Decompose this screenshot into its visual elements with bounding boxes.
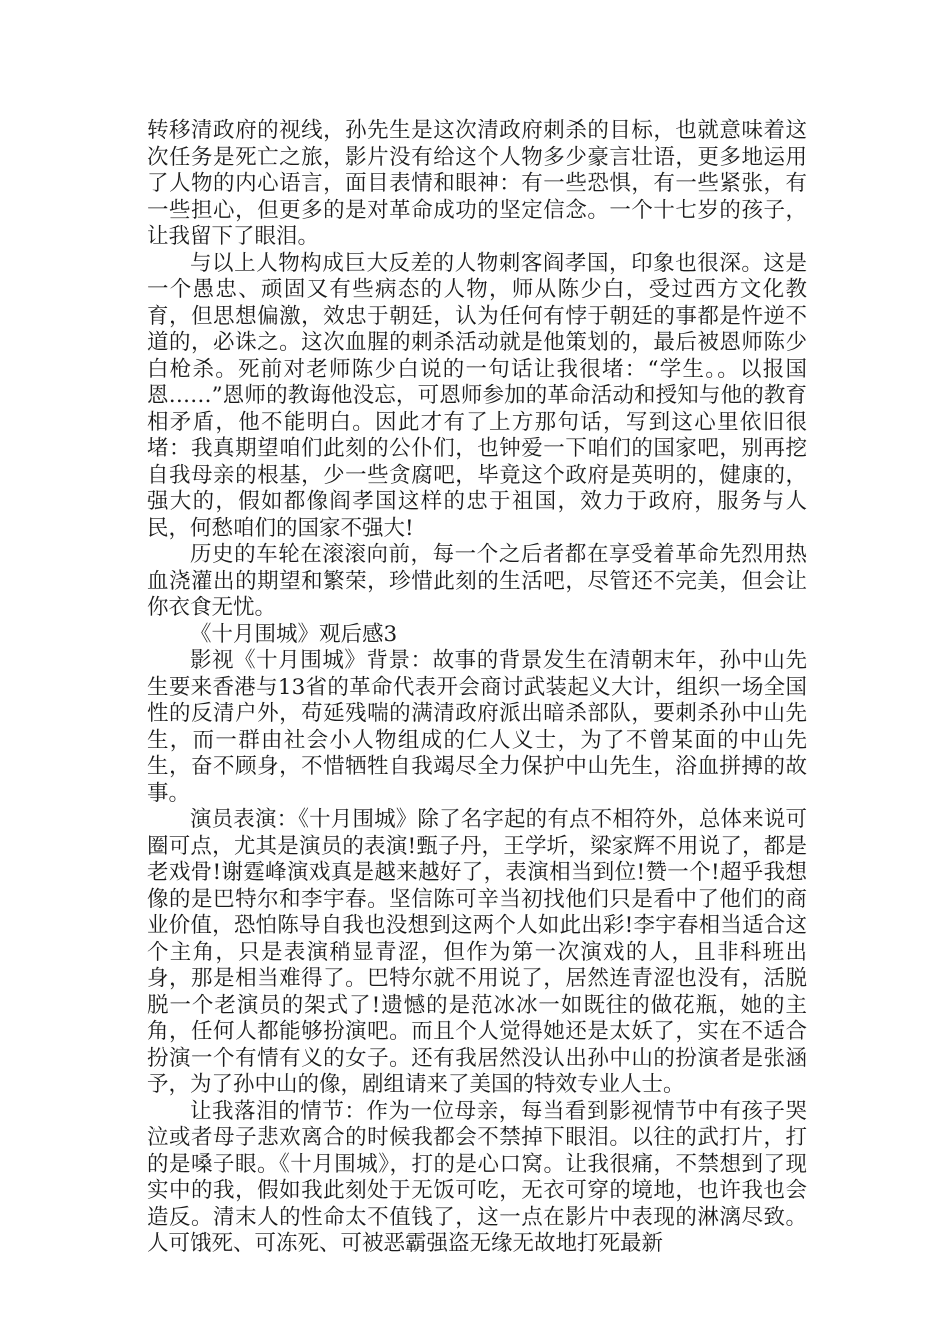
paragraph-tearful-plot: 让我落泪的情节：作为一位母亲，每当看到影视情节中有孩子哭泣或者母子悲欢离合的时候我都会不禁掉下眼泪。以往的武打片，打的是嗓子眼。《十月围城》，打的是心口窝。让我很痛，不禁想到了现实中的我，假如我此刻处于无饭可吃，无衣可穿的境地，也许我也会造反。清末人的性命太不值钱了，这一点在影片中表现的淋漓尽致。人可饿死、可冻死、可被恶霸强盗无缘无故地打死最新 [147, 1098, 807, 1256]
paragraph-assassin-yan: 与以上人物构成巨大反差的人物刺客阎孝国，印象也很深。这是一个愚忠、顽固又有些病态的人物，师从陈少白，受过西方文化教育，但思想偏激，效忠于朝廷，认为任何有悖于朝廷的事都是忤逆不道的，必诛之。这次血腥的刺杀活动就是他策划的，最后被恩师陈少白枪杀。死前对老师陈少白说的一句话让我很堵：“学生。。以报国恩……”恩师的教诲他没忘，可恩师参加的革命活动和授知与他的教育相矛盾，他不能明白。因此才有了上方那句话，写到这心里依旧很堵：我真期望咱们此刻的公仆们，也钟爱一下咱们的国家吧，别再挖自我母亲的根基，少一些贪腐吧，毕竟这个政府是英明的，健康的，强大的，假如都像阎孝国这样的忠于祖国，效力于政府，服务与人民，何愁咱们的国家不强大! [147, 250, 807, 541]
document-body [147, 118, 807, 1258]
section-title: 《十月围城》观后感3 [190, 621, 398, 647]
paragraph-film-background: 影视《十月围城》背景：故事的背景发生在清朝末年，孙中山先生要来香港与13省的革命代表开会商讨武装起义大计，组织一场全国性的反清户外，苟延残喘的满清政府派出暗杀部队，要刺杀孙中山先生，而一群由社会小人物组成的仁人义士，为了不曾某面的中山先生，奋不顾身，不惜牺牲自我竭尽全力保护中山先生，浴血拼搏的故事。 [147, 648, 807, 806]
paragraph-history-wheel: 历史的车轮在滚滚向前，每一个之后者都在享受着革命先烈用热血浇灌出的期望和繁荣，珍惜此刻的生活吧，尽管还不完美，但会让你衣食无忧。 [147, 542, 807, 620]
paragraph-continued: 转移清政府的视线，孙先生是这次清政府刺杀的目标，也就意味着这次任务是死亡之旅，影片没有给这个人物多少豪言壮语，更多地运用了人物的内心语言，面目表情和眼神：有一些恐惧，有一些紧张，有一些担心，但更多的是对革命成功的坚定信念。一个十七岁的孩子，让我留下了眼泪。 [147, 118, 807, 249]
paragraph-actor-performance: 演员表演：《十月围城》除了名字起的有点不相符外，总体来说可圈可点，尤其是演员的表演!甄子丹，王学圻，梁家辉不用说了，都是老戏骨!谢霆峰演戏真是越来越好了，表演相当到位!赞一个!超乎我想像的是巴特尔和李宇春。坚信陈可辛当初找他们只是看中了他们的商业价值，恐怕陈导自我也没想到这两个人如此出彩!李宇春相当适合这个主角，只是表演稍显青涩，但作为第一次演戏的人，且非科班出身，那是相当难得了。巴特尔就不用说了，居然连青涩也没有，活脱脱一个老演员的架式了!遗憾的是范冰冰一如既往的做花瓶，她的主角，任何人都能够扮演吧。而且个人觉得她还是太妖了，实在不适合扮演一个有情有义的女子。还有我居然没认出孙中山的扮演者是张涵予，为了孙中山的像，剧组请来了美国的特效专业人士。 [147, 807, 807, 1097]
